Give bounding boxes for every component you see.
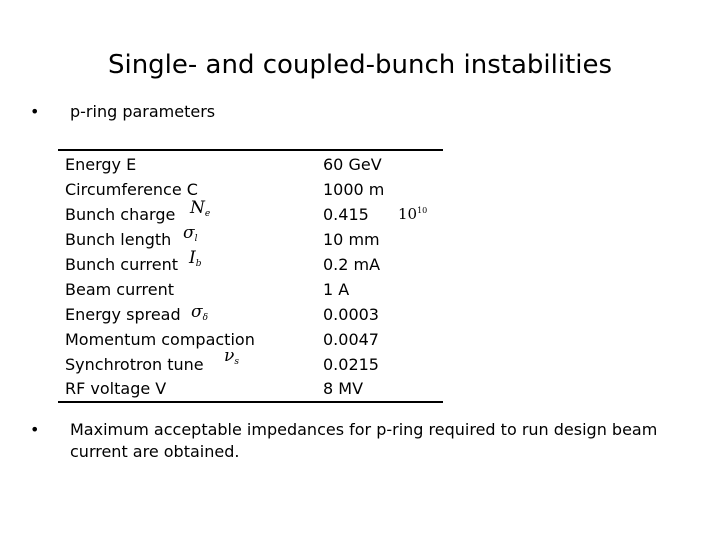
param-name: Bunch length: [65, 230, 172, 249]
param-name: Circumference C: [65, 180, 198, 199]
table-row: [58, 248, 443, 277]
bullet-text: p-ring parameters: [70, 102, 216, 121]
param-value: 0.0047: [323, 330, 379, 349]
param-value: 10 mm: [323, 230, 380, 249]
param-value: 0.415: [323, 205, 369, 224]
symbol-bunch-current: $I_b$: [189, 248, 202, 269]
symbol-bunch-length: $\sigma_l$: [183, 223, 198, 244]
param-value: 1 A: [323, 280, 350, 299]
bullet-marker: •: [30, 420, 40, 439]
bullet-marker: •: [30, 102, 40, 121]
table-row: [58, 302, 443, 327]
param-name: Beam current: [65, 280, 175, 299]
param-value: 0.0215: [323, 355, 379, 374]
param-name: Bunch current: [65, 255, 178, 274]
symbol-bunch-charge: $N_e$: [190, 198, 211, 219]
param-name: RF voltage V: [65, 379, 167, 398]
param-value: 0.2 mA: [323, 255, 381, 274]
value-exponent: $10^{10}$: [398, 205, 428, 223]
table-row: [58, 152, 443, 177]
table-row: [58, 223, 443, 252]
table-row: [58, 198, 443, 227]
table-row: [58, 376, 443, 401]
param-value: 1000 m: [323, 180, 385, 199]
param-name: Energy spread: [65, 305, 181, 324]
param-name: Momentum compaction: [65, 330, 255, 349]
param-name: Bunch charge: [65, 205, 176, 224]
param-value: 8 MV: [323, 379, 364, 398]
table-row: [58, 327, 443, 352]
param-name: Synchrotron tune: [65, 355, 204, 374]
parameter-table: [58, 149, 443, 403]
param-name: Energy E: [65, 155, 137, 174]
bullet-text: Maximum acceptable impedances for p-ring required to run design beam current are obtained.: [70, 420, 658, 461]
symbol-energy-spread: $\sigma_\delta$: [191, 302, 209, 323]
table-row: [58, 346, 443, 377]
table-row: [58, 277, 443, 302]
param-value: 0.0003: [323, 305, 379, 324]
symbol-synchrotron-tune: $\nu_s$: [224, 346, 239, 367]
table-row: [58, 177, 443, 202]
slide-title: Single- and coupled-bunch instabilities: [107, 50, 613, 80]
param-value: 60 GeV: [323, 155, 382, 174]
